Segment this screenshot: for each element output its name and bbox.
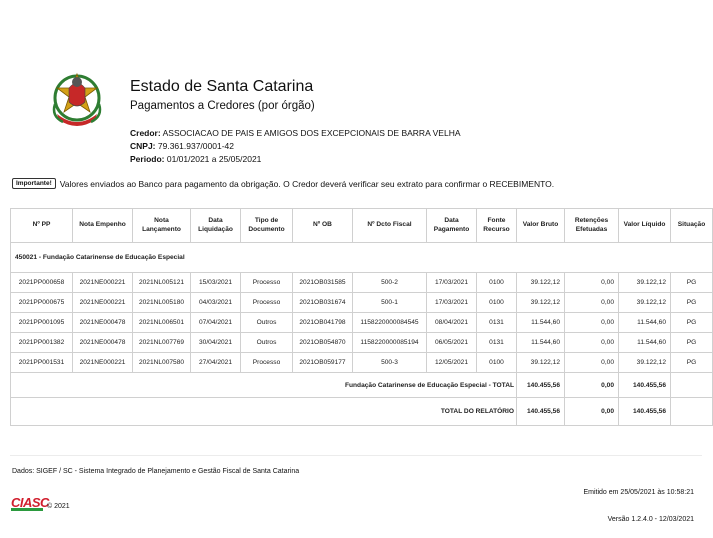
cell-lancamento: 2021NL007580 <box>133 353 191 373</box>
cell-lancamento: 2021NL007769 <box>133 333 191 353</box>
cell-fiscal: 1158220000085194 <box>353 333 427 353</box>
important-badge: Importante! <box>12 178 56 189</box>
cell-ob: 2021OB031585 <box>293 273 353 293</box>
cell-lancamento: 2021NL005121 <box>133 273 191 293</box>
cell-liquidacao: 30/04/2021 <box>191 333 241 353</box>
cell-tipo: Processo <box>241 353 293 373</box>
cell-lancamento: 2021NL006501 <box>133 313 191 333</box>
total-bruto: 140.455,56 <box>517 398 565 426</box>
cell-liquidacao: 15/03/2021 <box>191 273 241 293</box>
cell-tipo: Outros <box>241 313 293 333</box>
page-title: Estado de Santa Catarina <box>130 78 314 95</box>
cell-liquidacao: 04/03/2021 <box>191 293 241 313</box>
cell-retencoes: 0,00 <box>565 313 619 333</box>
cnpj-line <box>130 141 234 151</box>
cell-liquido: 11.544,60 <box>619 333 671 353</box>
notice-text: Valores enviados ao Banco para pagamento da obrigação. O Credor deverá verificar seu extrato para confirmar o RECEBIMENTO. <box>59 178 555 189</box>
total-row <box>11 398 713 426</box>
footer-divider <box>10 455 702 456</box>
cell-fiscal: 500-2 <box>353 273 427 293</box>
col-header: Retenções Efetuadas <box>565 209 619 243</box>
cell-retencoes: 0,00 <box>565 293 619 313</box>
cell-pagamento: 08/04/2021 <box>427 313 477 333</box>
logo-text: CIASC <box>11 495 49 510</box>
cell-retencoes: 0,00 <box>565 273 619 293</box>
cell-lancamento: 2021NL005180 <box>133 293 191 313</box>
notice <box>12 178 554 189</box>
cell-liquido: 11.544,60 <box>619 313 671 333</box>
copyright: © 2021 <box>47 503 70 510</box>
col-header: Nº OB <box>293 209 353 243</box>
cell-liquidacao: 07/04/2021 <box>191 313 241 333</box>
col-header: Nota Empenho <box>73 209 133 243</box>
cell-bruto: 39.122,12 <box>517 353 565 373</box>
cell-bruto: 11.544,60 <box>517 333 565 353</box>
col-header: Situação <box>671 209 713 243</box>
cell-fonte: 0100 <box>477 293 517 313</box>
credor-label: Credor: <box>130 128 161 138</box>
col-header: Valor Bruto <box>517 209 565 243</box>
cell-tipo: Outros <box>241 333 293 353</box>
cell-pagamento: 06/05/2021 <box>427 333 477 353</box>
subtotal-liquido: 140.455,56 <box>619 373 671 398</box>
cell-pp: 2021PP001095 <box>11 313 73 333</box>
cell-situacao: PG <box>671 313 713 333</box>
cell-liquido: 39.122,12 <box>619 353 671 373</box>
table-header-row <box>11 209 713 243</box>
cell-fonte: 0100 <box>477 273 517 293</box>
emitted-timestamp: Emitido em 25/05/2021 às 10:58:21 <box>583 489 694 496</box>
subtotal-retencoes: 0,00 <box>565 373 619 398</box>
ciasc-logo <box>11 495 49 511</box>
cell-fonte: 0131 <box>477 313 517 333</box>
col-header: Nº Dcto Fiscal <box>353 209 427 243</box>
cell-liquidacao: 27/04/2021 <box>191 353 241 373</box>
cell-fonte: 0100 <box>477 353 517 373</box>
table-row <box>11 313 713 333</box>
cell-fonte: 0131 <box>477 333 517 353</box>
cell-ob: 2021OB031674 <box>293 293 353 313</box>
col-header: Data Pagamento <box>427 209 477 243</box>
cell-tipo: Processo <box>241 293 293 313</box>
credor-value: ASSOCIACAO DE PAIS E AMIGOS DOS EXCEPCIONAIS DE BARRA VELHA <box>162 128 461 138</box>
cell-bruto: 39.122,12 <box>517 273 565 293</box>
subtotal-bruto: 140.455,56 <box>517 373 565 398</box>
table-row <box>11 273 713 293</box>
cell-situacao: PG <box>671 333 713 353</box>
cell-pp: 2021PP000658 <box>11 273 73 293</box>
cell-pp: 2021PP001382 <box>11 333 73 353</box>
data-source-note: Dados: SIGEF / SC - Sistema Integrado de Planejamento e Gestão Fiscal de Santa Catarina <box>12 468 300 475</box>
cell-empenho: 2021NE000221 <box>73 273 133 293</box>
cell-tipo: Processo <box>241 273 293 293</box>
col-header: Nota Lançamento <box>133 209 191 243</box>
cell-situacao: PG <box>671 273 713 293</box>
cell-retencoes: 0,00 <box>565 333 619 353</box>
payments-table <box>10 208 713 426</box>
group-title: 450021 - Fundação Catarinense de Educação Especial <box>11 243 713 273</box>
total-label: TOTAL DO RELATÓRIO <box>11 398 517 426</box>
cell-pagamento: 17/03/2021 <box>427 293 477 313</box>
cell-empenho: 2021NE000221 <box>73 293 133 313</box>
cell-fiscal: 500-3 <box>353 353 427 373</box>
table-row <box>11 293 713 313</box>
total-liquido: 140.455,56 <box>619 398 671 426</box>
subtotal-row <box>11 373 713 398</box>
cnpj-value: 79.361.937/0001-42 <box>157 141 234 151</box>
cell-empenho: 2021NE000221 <box>73 353 133 373</box>
version-info: Versão 1.2.4.0 - 12/03/2021 <box>607 516 694 523</box>
periodo-value: 01/01/2021 a 25/05/2021 <box>166 154 262 164</box>
total-retencoes: 0,00 <box>565 398 619 426</box>
table-row <box>11 353 713 373</box>
group-row <box>11 243 713 273</box>
credor-line <box>130 128 461 138</box>
cell-pagamento: 12/05/2021 <box>427 353 477 373</box>
col-header: Nº PP <box>11 209 73 243</box>
cell-retencoes: 0,00 <box>565 353 619 373</box>
cell-pagamento: 17/03/2021 <box>427 273 477 293</box>
cell-ob: 2021OB041798 <box>293 313 353 333</box>
cnpj-label: CNPJ: <box>130 141 156 151</box>
cell-ob: 2021OB054870 <box>293 333 353 353</box>
col-header: Tipo de Documento <box>241 209 293 243</box>
subtotal-empty <box>671 373 713 398</box>
cell-bruto: 11.544,60 <box>517 313 565 333</box>
cell-pp: 2021PP001531 <box>11 353 73 373</box>
cell-pp: 2021PP000675 <box>11 293 73 313</box>
coat-of-arms-icon <box>49 68 105 132</box>
total-empty <box>671 398 713 426</box>
cell-empenho: 2021NE000478 <box>73 333 133 353</box>
page-subtitle: Pagamentos a Credores (por órgão) <box>130 100 315 112</box>
cell-fiscal: 1158220000084545 <box>353 313 427 333</box>
col-header: Data Liquidação <box>191 209 241 243</box>
cell-liquido: 39.122,12 <box>619 293 671 313</box>
cell-situacao: PG <box>671 293 713 313</box>
cell-ob: 2021OB059177 <box>293 353 353 373</box>
cell-fiscal: 500-1 <box>353 293 427 313</box>
cell-liquido: 39.122,12 <box>619 273 671 293</box>
col-header: Valor Líquido <box>619 209 671 243</box>
table-row <box>11 333 713 353</box>
cell-empenho: 2021NE000478 <box>73 313 133 333</box>
periodo-label: Periodo: <box>130 154 165 164</box>
subtotal-label: Fundação Catarinense de Educação Especial - TOTAL <box>11 373 517 398</box>
col-header: Fonte Recurso <box>477 209 517 243</box>
cell-bruto: 39.122,12 <box>517 293 565 313</box>
cell-situacao: PG <box>671 353 713 373</box>
periodo-line <box>130 154 261 164</box>
